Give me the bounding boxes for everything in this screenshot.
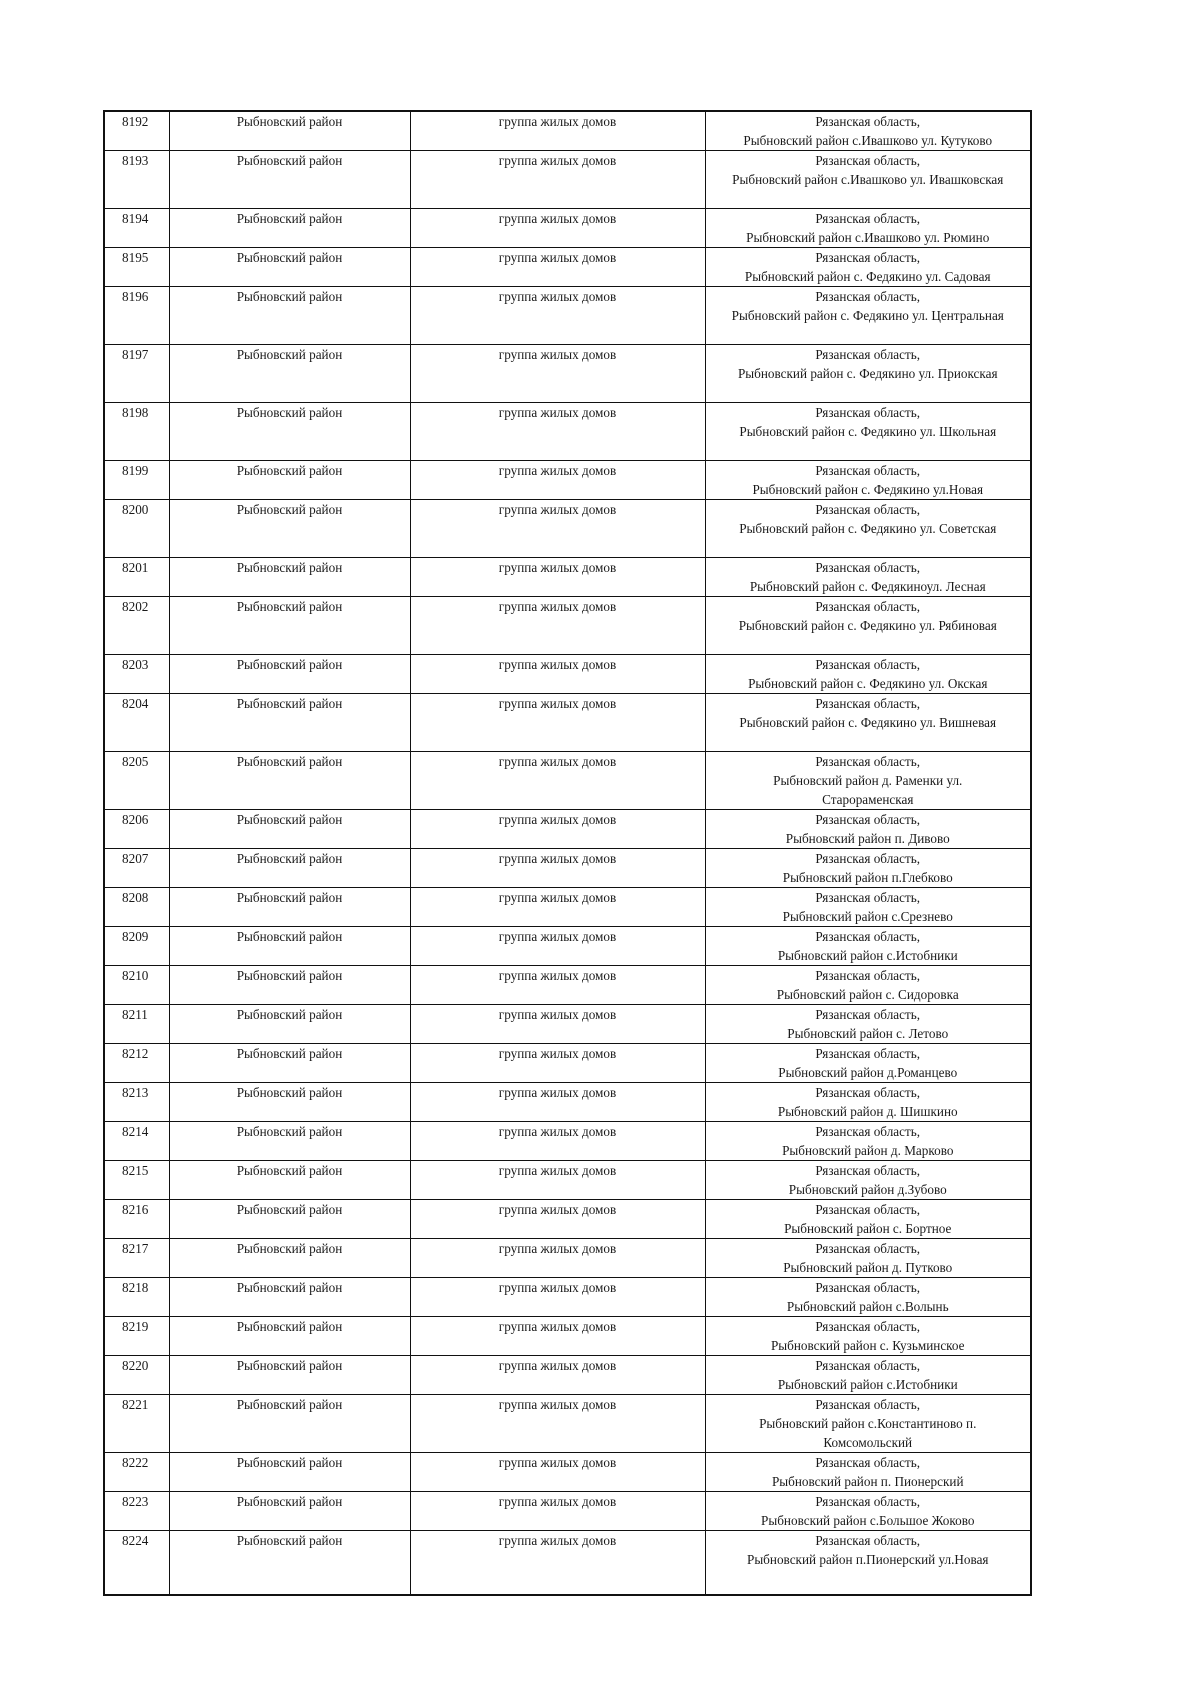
object-type-cell: группа жилых домов <box>410 1317 705 1356</box>
district-cell: Рыбновский район <box>169 1083 410 1122</box>
object-type-cell: группа жилых домов <box>410 1005 705 1044</box>
object-type-cell: группа жилых домов <box>410 1239 705 1278</box>
table-row <box>104 1492 1031 1531</box>
district-cell: Рыбновский район <box>169 1005 410 1044</box>
object-type-cell: группа жилых домов <box>410 1395 705 1453</box>
object-type-cell: группа жилых домов <box>410 752 705 810</box>
address-cell: Рязанская область, Рыбновский район с. Федякино ул. Вишневая <box>705 694 1031 752</box>
address-cell: Рязанская область, Рыбновский район с. Федякино ул. Приокская <box>705 345 1031 403</box>
row-number: 8224 <box>104 1531 169 1595</box>
row-number: 8209 <box>104 927 169 966</box>
object-type-cell: группа жилых домов <box>410 287 705 345</box>
row-number: 8195 <box>104 248 169 287</box>
address-cell: Рязанская область, Рыбновский район с.Ивашково ул. Кутуково <box>705 111 1031 151</box>
row-number: 8220 <box>104 1356 169 1395</box>
district-cell: Рыбновский район <box>169 1453 410 1492</box>
table-row <box>104 1005 1031 1044</box>
table-row <box>104 461 1031 500</box>
object-type-cell: группа жилых домов <box>410 1492 705 1531</box>
district-cell: Рыбновский район <box>169 461 410 500</box>
row-number: 8218 <box>104 1278 169 1317</box>
district-cell: Рыбновский район <box>169 500 410 558</box>
row-number: 8208 <box>104 888 169 927</box>
table-row <box>104 558 1031 597</box>
address-cell: Рязанская область, Рыбновский район с. Федякино ул. Центральная <box>705 287 1031 345</box>
district-cell: Рыбновский район <box>169 1356 410 1395</box>
row-number: 8215 <box>104 1161 169 1200</box>
object-type-cell: группа жилых домов <box>410 655 705 694</box>
row-number: 8223 <box>104 1492 169 1531</box>
address-cell: Рязанская область, Рыбновский район с. Сидоровка <box>705 966 1031 1005</box>
address-cell: Рязанская область, Рыбновский район с.Истобники <box>705 1356 1031 1395</box>
row-number: 8202 <box>104 597 169 655</box>
address-cell: Рязанская область, Рыбновский район с. Федякино ул. Рябиновая <box>705 597 1031 655</box>
object-type-cell: группа жилых домов <box>410 345 705 403</box>
table-row <box>104 752 1031 810</box>
address-cell: Рязанская область, Рыбновский район с.Большое Жоково <box>705 1492 1031 1531</box>
district-cell: Рыбновский район <box>169 597 410 655</box>
object-type-cell: группа жилых домов <box>410 209 705 248</box>
address-cell: Рязанская область, Рыбновский район с.Ивашково ул. Ивашковская <box>705 151 1031 209</box>
records-table-body <box>104 111 1031 1595</box>
address-cell: Рязанская область, Рыбновский район с.Константиново п. Комсомольский <box>705 1395 1031 1453</box>
address-cell: Рязанская область, Рыбновский район с.Ивашково ул. Рюмино <box>705 209 1031 248</box>
table-row <box>104 597 1031 655</box>
row-number: 8199 <box>104 461 169 500</box>
table-row <box>104 1239 1031 1278</box>
object-type-cell: группа жилых домов <box>410 1356 705 1395</box>
object-type-cell: группа жилых домов <box>410 694 705 752</box>
table-row <box>104 694 1031 752</box>
district-cell: Рыбновский район <box>169 752 410 810</box>
district-cell: Рыбновский район <box>169 888 410 927</box>
row-number: 8200 <box>104 500 169 558</box>
address-cell: Рязанская область, Рыбновский район с. Бортное <box>705 1200 1031 1239</box>
table-row <box>104 1395 1031 1453</box>
row-number: 8192 <box>104 111 169 151</box>
address-cell: Рязанская область, Рыбновский район с.Истобники <box>705 927 1031 966</box>
district-cell: Рыбновский район <box>169 1278 410 1317</box>
district-cell: Рыбновский район <box>169 403 410 461</box>
object-type-cell: группа жилых домов <box>410 888 705 927</box>
object-type-cell: группа жилых домов <box>410 1531 705 1595</box>
row-number: 8196 <box>104 287 169 345</box>
district-cell: Рыбновский район <box>169 345 410 403</box>
row-number: 8222 <box>104 1453 169 1492</box>
address-cell: Рязанская область, Рыбновский район п.Пионерский ул.Новая <box>705 1531 1031 1595</box>
object-type-cell: группа жилых домов <box>410 558 705 597</box>
object-type-cell: группа жилых домов <box>410 1453 705 1492</box>
table-row <box>104 287 1031 345</box>
district-cell: Рыбновский район <box>169 1531 410 1595</box>
district-cell: Рыбновский район <box>169 1122 410 1161</box>
table-row <box>104 1278 1031 1317</box>
row-number: 8197 <box>104 345 169 403</box>
table-row <box>104 888 1031 927</box>
address-cell: Рязанская область, Рыбновский район с. Федякино ул. Советская <box>705 500 1031 558</box>
address-cell: Рязанская область, Рыбновский район с. Федякиноул. Лесная <box>705 558 1031 597</box>
object-type-cell: группа жилых домов <box>410 1044 705 1083</box>
object-type-cell: группа жилых домов <box>410 966 705 1005</box>
address-cell: Рязанская область, Рыбновский район с.Срезнево <box>705 888 1031 927</box>
row-number: 8201 <box>104 558 169 597</box>
object-type-cell: группа жилых домов <box>410 927 705 966</box>
object-type-cell: группа жилых домов <box>410 500 705 558</box>
table-row <box>104 849 1031 888</box>
table-row <box>104 248 1031 287</box>
row-number: 8205 <box>104 752 169 810</box>
address-cell: Рязанская область, Рыбновский район с. Федякино ул.Новая <box>705 461 1031 500</box>
table-row <box>104 1161 1031 1200</box>
row-number: 8194 <box>104 209 169 248</box>
table-row <box>104 151 1031 209</box>
table-row <box>104 1317 1031 1356</box>
district-cell: Рыбновский район <box>169 287 410 345</box>
row-number: 8221 <box>104 1395 169 1453</box>
district-cell: Рыбновский район <box>169 111 410 151</box>
address-cell: Рязанская область, Рыбновский район с. Федякино ул. Садовая <box>705 248 1031 287</box>
district-cell: Рыбновский район <box>169 849 410 888</box>
row-number: 8213 <box>104 1083 169 1122</box>
table-row <box>104 1200 1031 1239</box>
address-cell: Рязанская область, Рыбновский район п. Дивово <box>705 810 1031 849</box>
district-cell: Рыбновский район <box>169 1492 410 1531</box>
row-number: 8193 <box>104 151 169 209</box>
district-cell: Рыбновский район <box>169 1317 410 1356</box>
table-row <box>104 345 1031 403</box>
address-cell: Рязанская область, Рыбновский район с.Волынь <box>705 1278 1031 1317</box>
table-row <box>104 966 1031 1005</box>
address-cell: Рязанская область, Рыбновский район с. Летово <box>705 1005 1031 1044</box>
address-cell: Рязанская область, Рыбновский район д.Романцево <box>705 1044 1031 1083</box>
table-row <box>104 500 1031 558</box>
district-cell: Рыбновский район <box>169 209 410 248</box>
table-row <box>104 1083 1031 1122</box>
object-type-cell: группа жилых домов <box>410 849 705 888</box>
district-cell: Рыбновский район <box>169 1200 410 1239</box>
row-number: 8219 <box>104 1317 169 1356</box>
object-type-cell: группа жилых домов <box>410 1278 705 1317</box>
object-type-cell: группа жилых домов <box>410 461 705 500</box>
address-cell: Рязанская область, Рыбновский район п. Пионерский <box>705 1453 1031 1492</box>
district-cell: Рыбновский район <box>169 927 410 966</box>
row-number: 8214 <box>104 1122 169 1161</box>
address-cell: Рязанская область, Рыбновский район д. Путково <box>705 1239 1031 1278</box>
address-cell: Рязанская область, Рыбновский район п.Глебково <box>705 849 1031 888</box>
table-row <box>104 1453 1031 1492</box>
district-cell: Рыбновский район <box>169 655 410 694</box>
object-type-cell: группа жилых домов <box>410 248 705 287</box>
row-number: 8206 <box>104 810 169 849</box>
row-number: 8210 <box>104 966 169 1005</box>
row-number: 8198 <box>104 403 169 461</box>
district-cell: Рыбновский район <box>169 558 410 597</box>
table-row <box>104 1531 1031 1595</box>
table-row <box>104 403 1031 461</box>
table-row <box>104 1356 1031 1395</box>
object-type-cell: группа жилых домов <box>410 151 705 209</box>
district-cell: Рыбновский район <box>169 248 410 287</box>
address-cell: Рязанская область, Рыбновский район с. Кузьминское <box>705 1317 1031 1356</box>
district-cell: Рыбновский район <box>169 1395 410 1453</box>
address-cell: Рязанская область, Рыбновский район д. Раменки ул. Старораменская <box>705 752 1031 810</box>
table-row <box>104 810 1031 849</box>
row-number: 8203 <box>104 655 169 694</box>
district-cell: Рыбновский район <box>169 966 410 1005</box>
address-cell: Рязанская область, Рыбновский район с. Федякино ул. Окская <box>705 655 1031 694</box>
district-cell: Рыбновский район <box>169 1161 410 1200</box>
address-cell: Рязанская область, Рыбновский район д. Марково <box>705 1122 1031 1161</box>
row-number: 8211 <box>104 1005 169 1044</box>
row-number: 8216 <box>104 1200 169 1239</box>
row-number: 8217 <box>104 1239 169 1278</box>
records-table <box>103 110 1032 1596</box>
table-row <box>104 655 1031 694</box>
district-cell: Рыбновский район <box>169 1044 410 1083</box>
object-type-cell: группа жилых домов <box>410 111 705 151</box>
address-cell: Рязанская область, Рыбновский район с. Федякино ул. Школьная <box>705 403 1031 461</box>
district-cell: Рыбновский район <box>169 694 410 752</box>
object-type-cell: группа жилых домов <box>410 597 705 655</box>
table-row <box>104 927 1031 966</box>
object-type-cell: группа жилых домов <box>410 810 705 849</box>
address-cell: Рязанская область, Рыбновский район д. Шишкино <box>705 1083 1031 1122</box>
table-row <box>104 1044 1031 1083</box>
table-row <box>104 111 1031 151</box>
object-type-cell: группа жилых домов <box>410 1161 705 1200</box>
address-cell: Рязанская область, Рыбновский район д.Зубово <box>705 1161 1031 1200</box>
object-type-cell: группа жилых домов <box>410 403 705 461</box>
row-number: 8207 <box>104 849 169 888</box>
district-cell: Рыбновский район <box>169 1239 410 1278</box>
district-cell: Рыбновский район <box>169 810 410 849</box>
table-row <box>104 209 1031 248</box>
district-cell: Рыбновский район <box>169 151 410 209</box>
row-number: 8212 <box>104 1044 169 1083</box>
row-number: 8204 <box>104 694 169 752</box>
table-row <box>104 1122 1031 1161</box>
object-type-cell: группа жилых домов <box>410 1122 705 1161</box>
object-type-cell: группа жилых домов <box>410 1200 705 1239</box>
object-type-cell: группа жилых домов <box>410 1083 705 1122</box>
